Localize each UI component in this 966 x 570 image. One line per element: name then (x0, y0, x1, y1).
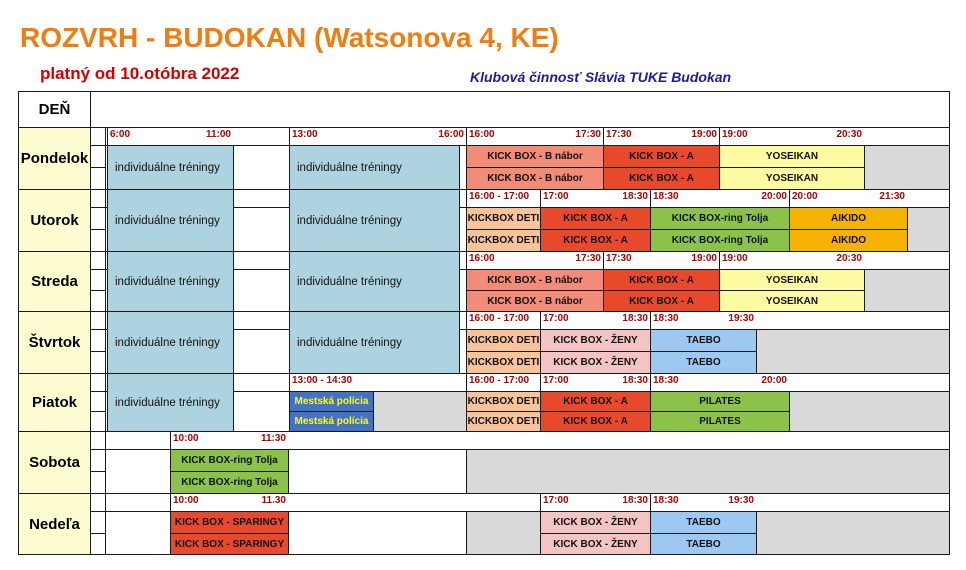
time-end: 17:30 (575, 129, 601, 140)
activity-cell: KICK BOX - ŽENY (540, 511, 651, 534)
activity-cell: KICK BOX - A (540, 391, 651, 412)
empty-slot (466, 511, 541, 555)
activity-block: individuálne tréningy (107, 373, 234, 432)
time-end: 18:30 (622, 375, 648, 386)
time-end: 19:30 (728, 313, 754, 324)
grid-line (466, 373, 467, 391)
empty-slot (466, 449, 950, 494)
time-start: 13:00 (292, 129, 318, 140)
grid-line (105, 493, 106, 554)
time-end: 21:30 (879, 191, 905, 202)
day-label-3: Štvrtok (18, 311, 91, 374)
activity-cell: YOSEIKAN (719, 145, 865, 168)
activity-cell: TAEBO (650, 351, 757, 374)
activity-cell: KICK BOX - A (603, 167, 720, 190)
activity-block: individuálne tréningy (107, 145, 234, 190)
grid-line (466, 311, 467, 329)
grid-line (90, 189, 91, 251)
activity-cell: KICK BOX - A (540, 207, 651, 230)
activity-block: individuálne tréningy (289, 145, 460, 190)
time-start: 16:00 (469, 129, 495, 140)
time-start: 6:00 (110, 129, 131, 140)
activity-block: individuálne tréningy (289, 251, 460, 312)
grid-line (90, 373, 91, 431)
day-label-0: Pondelok (18, 127, 91, 190)
time-end: 19:00 (691, 129, 717, 140)
grid-line (105, 311, 106, 373)
grid-line (90, 167, 105, 168)
activity-cell: YOSEIKAN (719, 269, 865, 291)
time-start: 10:00 (173, 433, 199, 444)
activity-cell: KICK BOX - A (540, 411, 651, 432)
time-end: 19:30 (728, 495, 754, 506)
time-end: 17:30 (575, 253, 601, 264)
time-start: 18:30 (653, 191, 679, 202)
time-start: 17:00 (543, 375, 569, 386)
day-label-6: Nedeľa (18, 493, 91, 555)
time-end: 16:00 (438, 129, 464, 140)
activity-cell: TAEBO (650, 533, 757, 555)
time-end: 19:00 (691, 253, 717, 264)
activity-cell: Mestská polícia (289, 411, 374, 432)
activity-cell: KICK BOX - B nábor (466, 167, 604, 190)
activity-block: individuálne tréningy (289, 311, 460, 374)
activity-cell: KICK BOX - B nábor (466, 269, 604, 291)
grid-line (90, 411, 105, 412)
activity-cell: KICKBOX DETI (466, 411, 541, 432)
grid-line (90, 471, 105, 472)
time-start: 18:30 (653, 313, 679, 324)
activity-block: individuálne tréningy (289, 189, 460, 252)
activity-cell: KICK BOX - B nábor (466, 290, 604, 312)
activity-cell: PILATES (650, 391, 790, 412)
empty-slot (756, 511, 950, 555)
activity-cell: KICK BOX - A (603, 269, 720, 291)
empty-slot (789, 391, 950, 432)
time-start: 18:30 (653, 495, 679, 506)
day-label-5: Sobota (18, 431, 91, 494)
activity-cell: KICK BOX - B nábor (466, 145, 604, 168)
activity-cell: AIKIDO (789, 229, 908, 252)
activity-cell: KICK BOX - ŽENY (540, 329, 651, 352)
grid-line (90, 351, 105, 352)
activity-block: individuálne tréningy (107, 311, 234, 374)
grid-line (105, 431, 106, 493)
activity-cell: KICK BOX-ring Tolja (170, 471, 289, 494)
activity-cell: PILATES (650, 411, 790, 432)
grid-line (90, 311, 91, 373)
time-start: 10:00 (173, 495, 199, 506)
grid-line (90, 229, 105, 230)
time-end: 20:00 (761, 375, 787, 386)
valid-from-label: platný od 10.otóbra 2022 (40, 64, 240, 83)
activity-cell: KICKBOX DETI (466, 229, 541, 252)
grid-line (90, 127, 91, 189)
grid-line (90, 290, 105, 291)
time-start: 17:00 (543, 313, 569, 324)
activity-cell: KICK BOX - A (540, 229, 651, 252)
time-start: 19:00 (722, 253, 748, 264)
time-start: 19:00 (722, 129, 748, 140)
activity-cell: AIKIDO (789, 207, 908, 230)
time-label: 16:00 - 17:00 (469, 313, 530, 324)
day-label-2: Streda (18, 251, 91, 312)
time-start: 16:00 (469, 253, 495, 264)
time-end: 18:30 (622, 495, 648, 506)
grid-line (466, 189, 467, 207)
day-label-1: Utorok (18, 189, 91, 252)
activity-block: individuálne tréningy (107, 251, 234, 312)
grid-line (105, 251, 106, 311)
activity-cell: KICK BOX - A (603, 145, 720, 168)
activity-cell: KICK BOX-ring Tolja (650, 207, 790, 230)
time-end: 11:30 (260, 433, 286, 444)
activity-cell: YOSEIKAN (719, 290, 865, 312)
grid-line (90, 533, 105, 534)
activity-cell: KICK BOX - A (603, 290, 720, 312)
empty-slot (373, 391, 467, 432)
activity-cell: KICKBOX DETI (466, 351, 541, 374)
time-end: 20:30 (836, 253, 862, 264)
day-label-4: Piatok (18, 373, 91, 432)
time-label: 13:00 - 14:30 (292, 375, 353, 386)
grid-line (90, 251, 91, 311)
time-end: 20:00 (761, 191, 787, 202)
time-start: 17:00 (543, 495, 569, 506)
time-start: 20:00 (792, 191, 818, 202)
grid-line (289, 373, 290, 391)
time-start: 17:30 (606, 129, 632, 140)
empty-slot (864, 269, 950, 312)
time-label: 16:00 - 17:00 (469, 375, 530, 386)
activity-cell: TAEBO (650, 329, 757, 352)
header-empty (90, 91, 950, 128)
activity-cell: KICK BOX-ring Tolja (650, 229, 790, 252)
time-end: 20:30 (836, 129, 862, 140)
activity-cell: KICK BOX - ŽENY (540, 533, 651, 555)
time-end: 11.30 (261, 495, 286, 506)
day-header: DEŇ (18, 91, 91, 128)
empty-slot (907, 207, 950, 252)
time-start: 17:00 (543, 191, 569, 202)
time-end: 11:00 (205, 129, 231, 140)
empty-slot (864, 145, 950, 190)
activity-cell: KICK BOX-ring Tolja (170, 449, 289, 472)
empty-slot (756, 329, 950, 374)
activity-cell: YOSEIKAN (719, 167, 865, 190)
page-title: ROZVRH - BUDOKAN (Watsonova 4, KE) (20, 22, 559, 53)
time-end: 18:30 (622, 191, 648, 202)
time-start: 18:30 (653, 375, 679, 386)
grid-line (105, 373, 106, 431)
club-label: Klubová činnosť Slávia TUKE Budokan (470, 69, 732, 85)
grid-line (105, 189, 106, 251)
activity-cell: KICK BOX - SPARINGY (170, 511, 289, 534)
activity-block: individuálne tréningy (107, 189, 234, 252)
activity-cell: KICKBOX DETI (466, 391, 541, 412)
time-end: 18:30 (622, 313, 648, 324)
activity-cell: TAEBO (650, 511, 757, 534)
activity-cell: KICK BOX - ŽENY (540, 351, 651, 374)
activity-cell: KICKBOX DETI (466, 207, 541, 230)
activity-cell: Mestská polícia (289, 391, 374, 412)
activity-cell: KICKBOX DETI (466, 329, 541, 352)
grid-line (90, 431, 91, 493)
time-start: 17:30 (606, 253, 632, 264)
activity-cell: KICK BOX - SPARINGY (170, 533, 289, 555)
time-label: 16:00 - 17:00 (469, 191, 530, 202)
grid-line (105, 127, 106, 189)
grid-line (90, 493, 91, 554)
